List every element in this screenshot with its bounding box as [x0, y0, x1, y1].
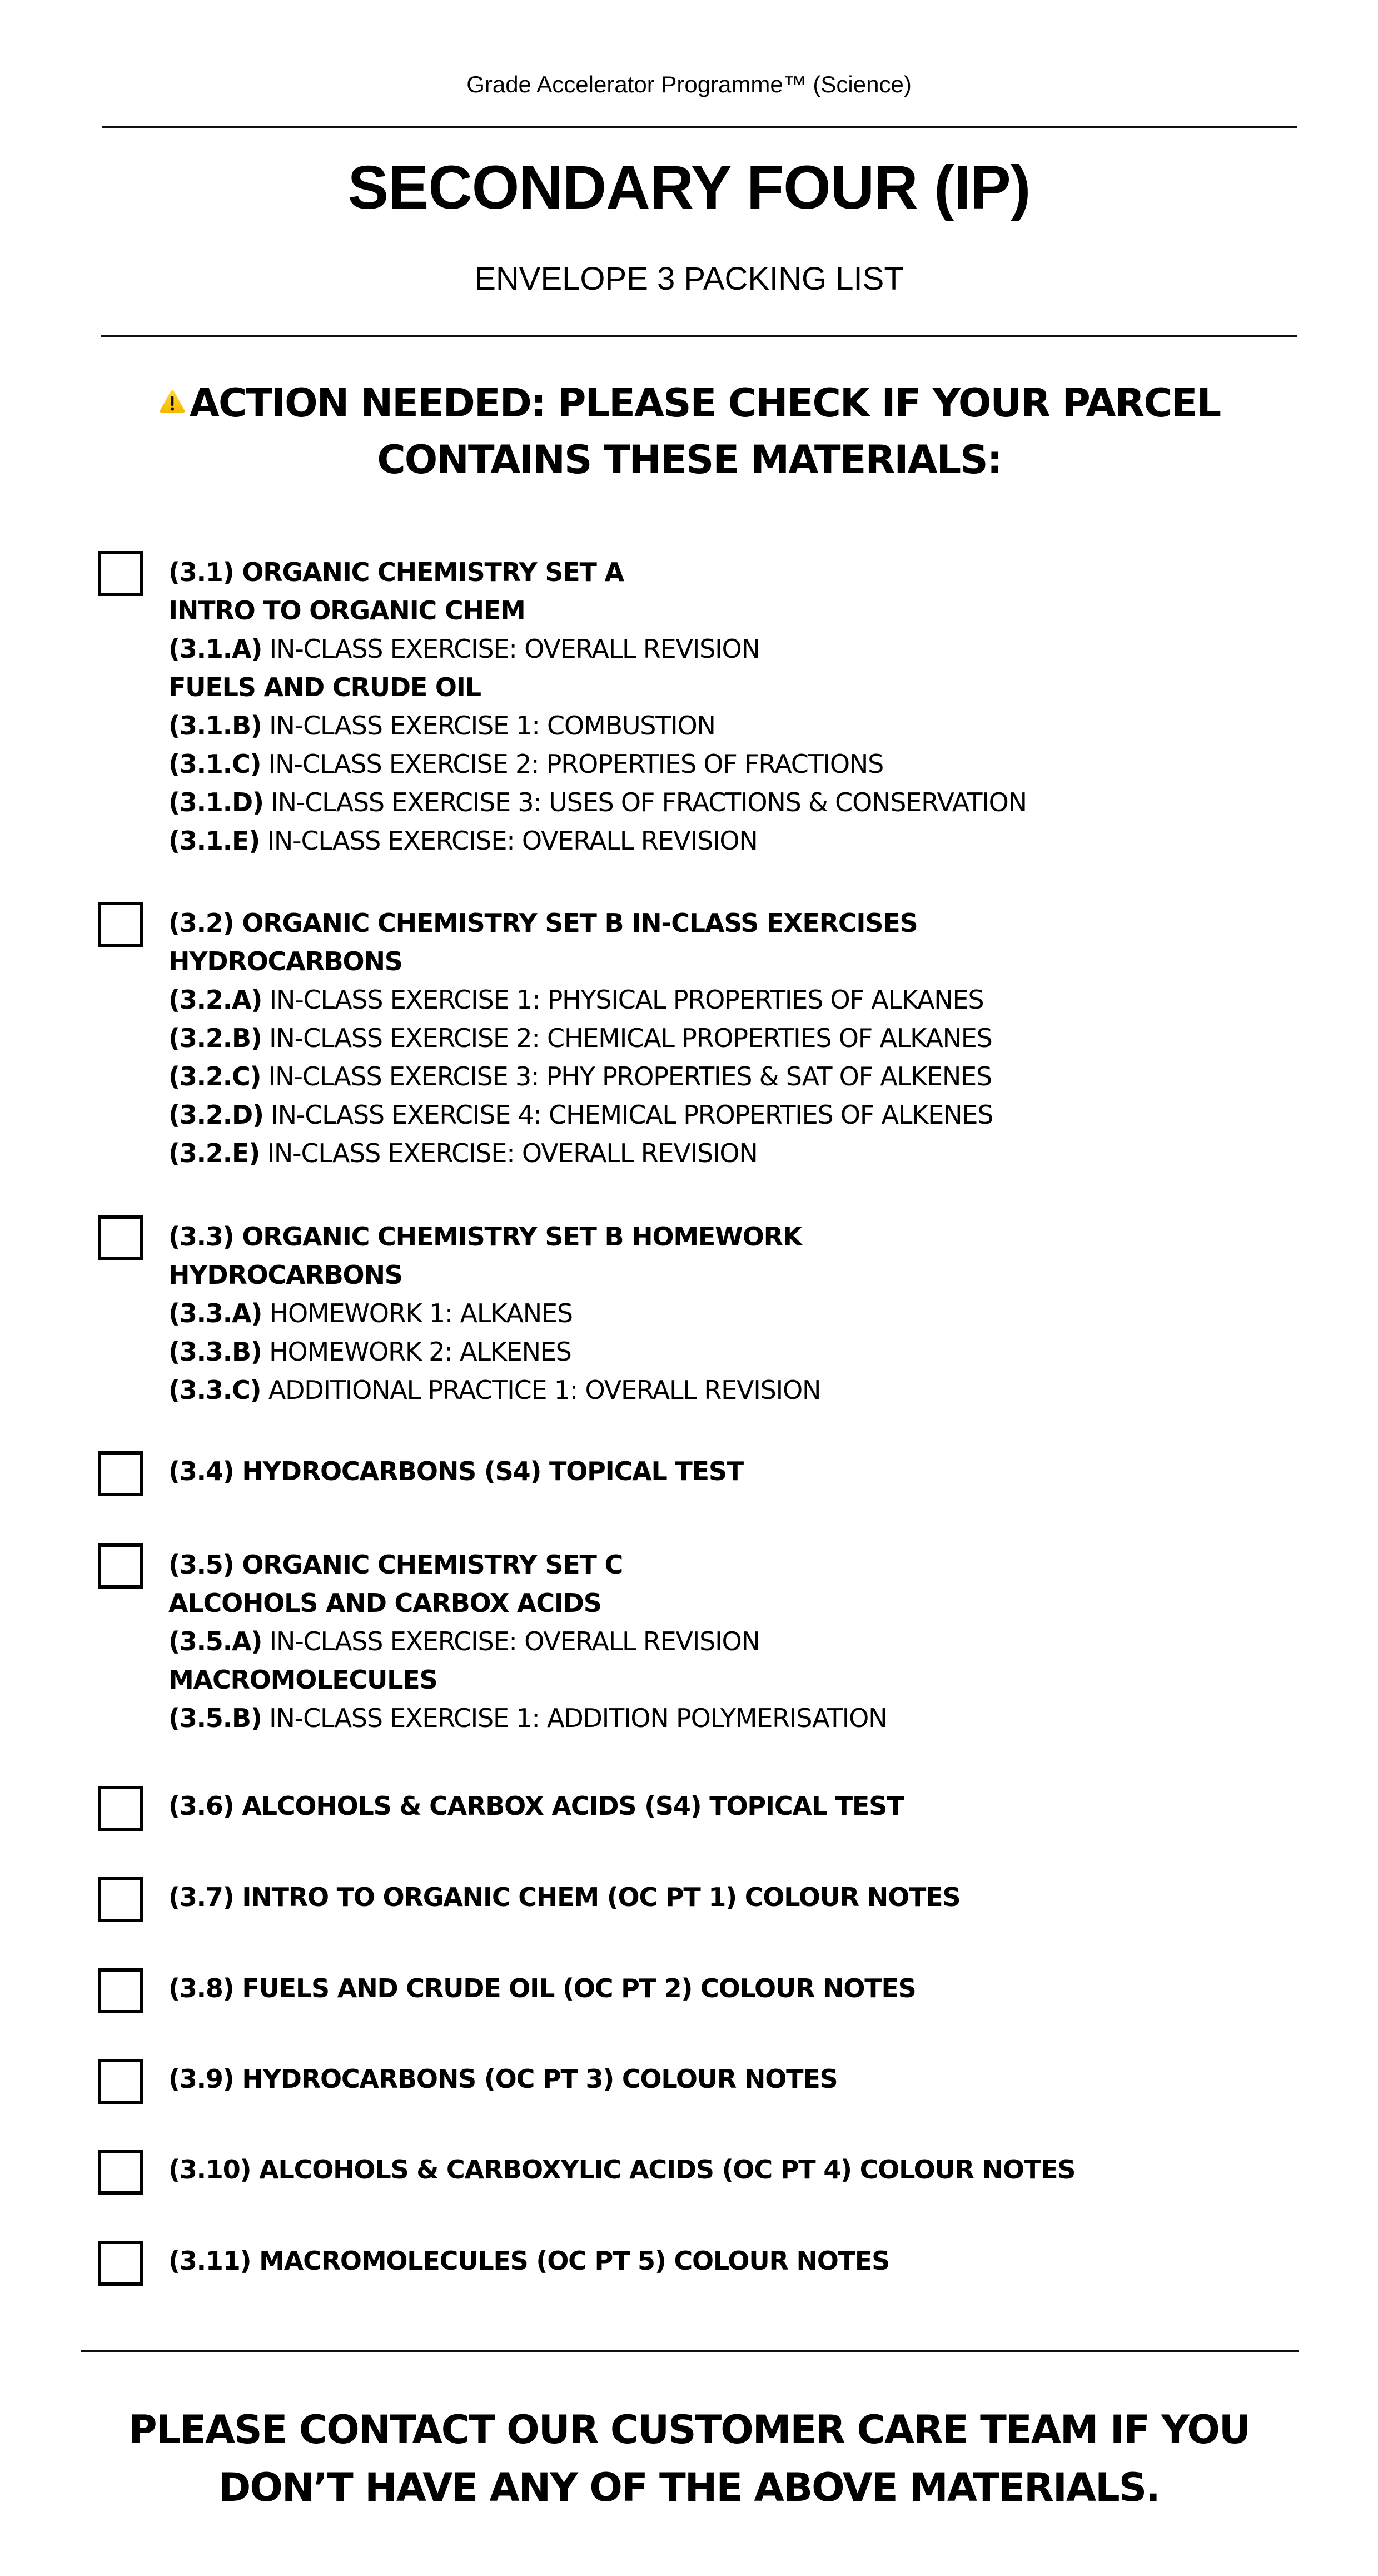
section-lines	[168, 553, 1027, 860]
checkbox[interactable]	[98, 551, 143, 596]
item-code: (3.3.A)	[168, 1298, 262, 1328]
subsection-heading: HYDROCARBONS	[168, 1260, 402, 1290]
list-item	[168, 1294, 820, 1333]
checkbox[interactable]	[98, 902, 143, 947]
item-code: (3.1.E)	[168, 826, 260, 856]
list-item	[168, 745, 1027, 783]
item-code: (3.1.D)	[168, 787, 263, 817]
item-text: IN-CLASS EXERCISE 4: CHEMICAL PROPERTIES OF ALKENES	[271, 1100, 993, 1130]
list-item	[168, 822, 1027, 860]
section-title: (3.3) ORGANIC CHEMISTRY SET B HOMEWORK	[168, 1222, 802, 1252]
item-text: IN-CLASS EXERCISE: OVERALL REVISION	[267, 1138, 758, 1168]
checkbox[interactable]	[98, 2150, 143, 2195]
section-title: (3.10) ALCOHOLS & CARBOXYLIC ACIDS (OC PT 4) COLOUR NOTES	[168, 2155, 1076, 2185]
programme-name: Grade Accelerator Programme™ (Science)	[466, 71, 912, 97]
list-item	[168, 1371, 820, 1409]
item-code: (3.5.A)	[168, 1626, 262, 1656]
section-lines	[168, 1878, 960, 1917]
item-code: (3.3.C)	[168, 1375, 261, 1405]
footer-notice	[56, 2401, 1322, 2517]
subsection-heading: HYDROCARBONS	[168, 946, 402, 976]
list-item	[168, 981, 993, 1019]
item-text: IN-CLASS EXERCISE: OVERALL REVISION	[267, 826, 758, 856]
footer-text-line-1: PLEASE CONTACT OUR CUSTOMER CARE TEAM IF YOU	[128, 2407, 1250, 2453]
item-text: IN-CLASS EXERCISE: OVERALL REVISION	[269, 634, 760, 664]
list-item	[168, 1058, 993, 1096]
item-text: ADDITIONAL PRACTICE 1: OVERALL REVISION	[268, 1375, 821, 1405]
section-title: (3.6) ALCOHOLS & CARBOX ACIDS (S4) TOPICAL TEST	[168, 1791, 904, 1821]
header-divider-top	[102, 126, 1297, 128]
item-text: HOMEWORK 2: ALKENES	[269, 1337, 571, 1367]
list-item	[168, 1134, 993, 1173]
checkbox[interactable]	[98, 1786, 143, 1831]
item-code: (3.2.C)	[168, 1061, 261, 1091]
item-text: HOMEWORK 1: ALKANES	[269, 1298, 573, 1328]
section-lines	[168, 1787, 903, 1825]
footer-divider	[81, 2350, 1299, 2352]
section-title: (3.1) ORGANIC CHEMISTRY SET A	[168, 557, 624, 587]
checkbox[interactable]	[98, 1877, 143, 1922]
item-text: IN-CLASS EXERCISE 2: PROPERTIES OF FRACTIONS	[268, 749, 884, 779]
section-lines	[168, 1218, 820, 1409]
section-lines	[168, 1452, 743, 1491]
action-text-line-2: CONTAINS THESE MATERIALS:	[377, 437, 1002, 483]
action-text-line-1: ACTION NEEDED: PLEASE CHECK IF YOUR PARCEL	[189, 380, 1221, 426]
section-title: (3.2) ORGANIC CHEMISTRY SET B IN-CLASS EXERCISES	[168, 908, 918, 938]
item-text: IN-CLASS EXERCISE 3: USES OF FRACTIONS & CONSERVATION	[271, 787, 1027, 817]
item-text: IN-CLASS EXERCISE: OVERALL REVISION	[269, 1626, 760, 1656]
list-item	[168, 1699, 887, 1738]
list-item	[168, 630, 1027, 668]
section-lines	[168, 1969, 916, 2008]
item-code: (3.1.B)	[168, 711, 262, 741]
item-text: IN-CLASS EXERCISE 1: COMBUSTION	[269, 711, 715, 741]
section-lines	[168, 2242, 889, 2280]
section-title: (3.7) INTRO TO ORGANIC CHEM (OC PT 1) COLOUR NOTES	[168, 1882, 961, 1912]
checkbox[interactable]	[98, 1451, 143, 1496]
action-notice	[111, 373, 1267, 488]
section-lines	[168, 2060, 837, 2098]
checkbox[interactable]	[98, 1968, 143, 2013]
item-code: (3.1.C)	[168, 749, 261, 779]
checkbox[interactable]	[98, 1543, 143, 1589]
action-line-1	[111, 373, 1267, 431]
list-item	[168, 1333, 820, 1371]
section-title: (3.4) HYDROCARBONS (S4) TOPICAL TEST	[168, 1456, 743, 1486]
item-code: (3.2.B)	[168, 1023, 262, 1053]
item-code: (3.2.D)	[168, 1100, 263, 1130]
item-code: (3.3.B)	[168, 1337, 262, 1367]
checkbox[interactable]	[98, 2241, 143, 2286]
list-item	[168, 707, 1027, 745]
section-lines	[168, 1546, 887, 1738]
header-divider-bottom	[101, 335, 1297, 337]
section-lines	[168, 904, 993, 1173]
item-text: IN-CLASS EXERCISE 1: ADDITION POLYMERISATION	[269, 1703, 887, 1733]
section-title: (3.8) FUELS AND CRUDE OIL (OC PT 2) COLOUR NOTES	[168, 1973, 916, 2003]
checkbox[interactable]	[98, 2059, 143, 2104]
page-subtitle: ENVELOPE 3 PACKING LIST	[474, 261, 904, 297]
item-text: IN-CLASS EXERCISE 2: CHEMICAL PROPERTIES OF ALKANES	[269, 1023, 992, 1053]
warning-icon	[158, 373, 186, 398]
item-text: IN-CLASS EXERCISE 1: PHYSICAL PROPERTIES OF ALKANES	[269, 985, 984, 1015]
item-code: (3.2.E)	[168, 1138, 260, 1168]
list-item	[168, 1019, 993, 1058]
section-title: (3.9) HYDROCARBONS (OC PT 3) COLOUR NOTES	[168, 2064, 838, 2094]
section-title: (3.5) ORGANIC CHEMISTRY SET C	[168, 1550, 623, 1580]
footer-text-line-2: DON’T HAVE ANY OF THE ABOVE MATERIALS.	[218, 2465, 1160, 2510]
subsection-heading: FUELS AND CRUDE OIL	[168, 672, 481, 702]
list-item	[168, 783, 1027, 822]
item-code: (3.5.B)	[168, 1703, 262, 1733]
page-title: SECONDARY FOUR (IP)	[347, 153, 1031, 222]
subsection-heading: INTRO TO ORGANIC CHEM	[168, 595, 525, 626]
item-code: (3.1.A)	[168, 634, 262, 664]
list-item	[168, 1096, 993, 1134]
subsection-heading: ALCOHOLS AND CARBOX ACIDS	[168, 1588, 601, 1618]
item-text: IN-CLASS EXERCISE 3: PHY PROPERTIES & SAT OF ALKENES	[268, 1061, 992, 1091]
checkbox[interactable]	[98, 1215, 143, 1260]
item-code: (3.2.A)	[168, 985, 262, 1015]
section-title: (3.11) MACROMOLECULES (OC PT 5) COLOUR NOTES	[168, 2246, 890, 2276]
subsection-heading: MACROMOLECULES	[168, 1665, 437, 1695]
list-item	[168, 1622, 887, 1661]
section-lines	[168, 2151, 1075, 2189]
